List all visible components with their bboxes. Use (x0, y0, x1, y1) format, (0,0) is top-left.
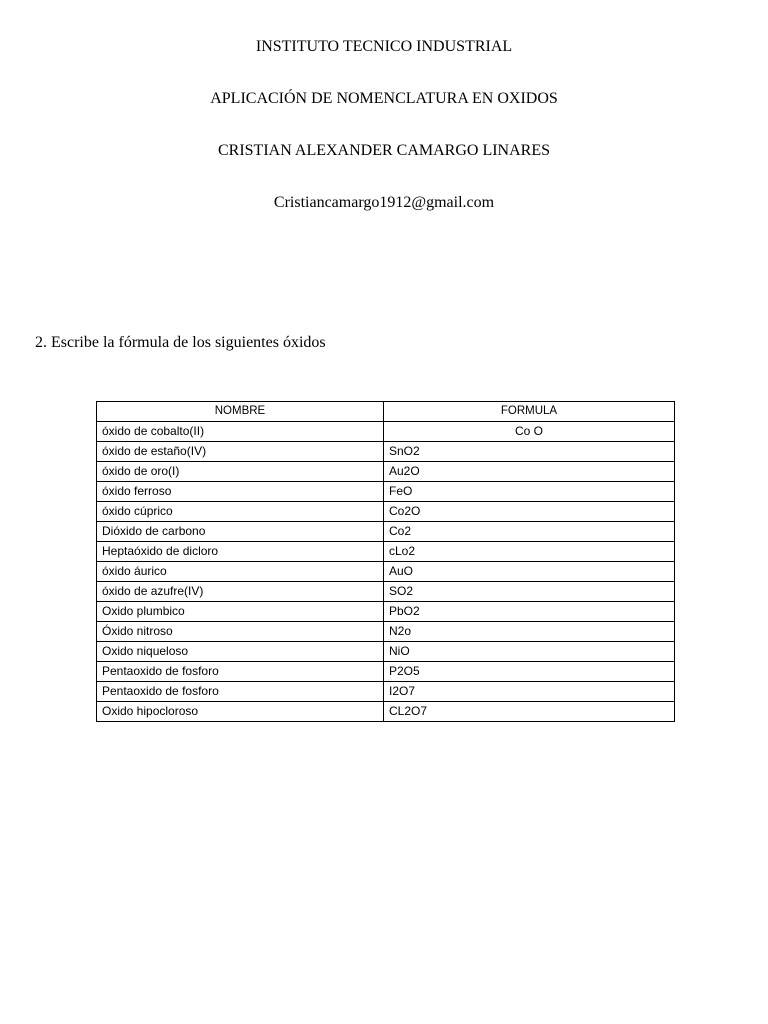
cell-formula: SnO2 (384, 442, 675, 462)
document-title: APLICACIÓN DE NOMENCLATURA EN OXIDOS (210, 90, 558, 107)
table-row (97, 642, 675, 662)
table-row (97, 502, 675, 522)
cell-nombre: Óxido nitroso (97, 622, 384, 642)
cell-nombre: óxido de oro(I) (97, 462, 384, 482)
cell-nombre: óxido ferroso (97, 482, 384, 502)
institution-name: INSTITUTO TECNICO INDUSTRIAL (255, 38, 513, 55)
table-row (97, 462, 675, 482)
cell-formula: Au2O (384, 462, 675, 482)
table-row (97, 422, 675, 442)
cell-formula: N2o (384, 622, 675, 642)
oxides-table (96, 401, 675, 722)
cell-formula: Co2O (384, 502, 675, 522)
table-row (97, 662, 675, 682)
cell-formula: NiO (384, 642, 675, 662)
question-heading: 2. Escribe la fórmula de los siguientes óxidos (35, 334, 326, 351)
cell-nombre: Oxido niqueloso (97, 642, 384, 662)
cell-formula: FeO (384, 482, 675, 502)
cell-formula: CL2O7 (384, 702, 675, 722)
column-header-nombre: NOMBRE (97, 402, 384, 422)
table-row (97, 682, 675, 702)
table-row (97, 442, 675, 462)
table-row (97, 602, 675, 622)
cell-nombre: óxido de estaño(IV) (97, 442, 384, 462)
cell-nombre: Oxido plumbico (97, 602, 384, 622)
author-name: CRISTIAN ALEXANDER CAMARGO LINARES (217, 142, 550, 159)
table-row (97, 482, 675, 502)
cell-nombre: Heptaóxido de dicloro (97, 542, 384, 562)
cell-nombre: Oxido hipocloroso (97, 702, 384, 722)
table-row (97, 562, 675, 582)
cell-nombre: óxido cúprico (97, 502, 384, 522)
table-row (97, 582, 675, 602)
cell-nombre: óxido de cobalto(II) (97, 422, 384, 442)
cell-nombre: óxido áurico (97, 562, 384, 582)
cell-formula: Co O (384, 422, 675, 442)
table-row (97, 522, 675, 542)
cell-nombre: Pentaoxido de fosforo (97, 662, 384, 682)
table-row (97, 622, 675, 642)
cell-formula: Co2 (384, 522, 675, 542)
cell-formula: AuO (384, 562, 675, 582)
cell-nombre: óxido de azufre(IV) (97, 582, 384, 602)
table-row (97, 542, 675, 562)
cell-formula: cLo2 (384, 542, 675, 562)
table-header-row (97, 402, 675, 422)
cell-formula: P2O5 (384, 662, 675, 682)
cell-nombre: Pentaoxido de fosforo (97, 682, 384, 702)
cell-nombre: Dióxido de carbono (97, 522, 384, 542)
table-row (97, 702, 675, 722)
cell-formula: PbO2 (384, 602, 675, 622)
author-email: Cristiancamargo1912@gmail.com (273, 194, 495, 211)
cell-formula: SO2 (384, 582, 675, 602)
cell-formula: I2O7 (384, 682, 675, 702)
column-header-formula: FORMULA (384, 402, 675, 422)
